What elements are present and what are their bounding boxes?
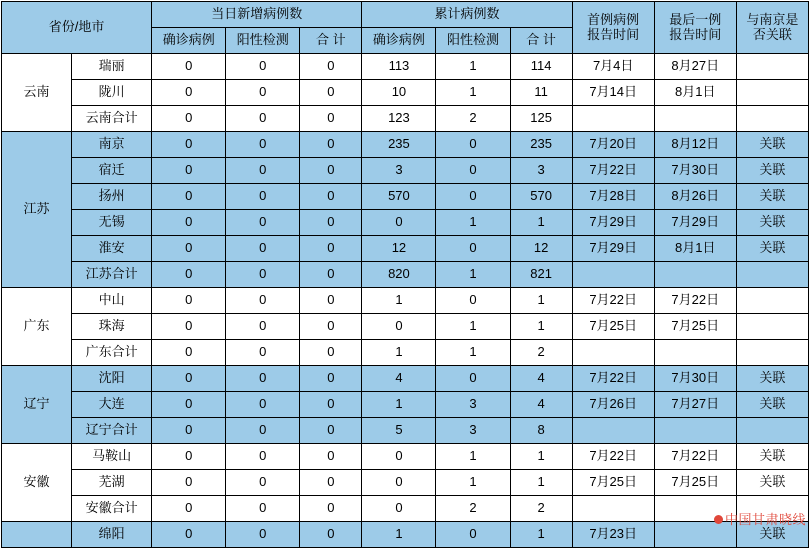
table-row [2, 496, 809, 522]
table-row [2, 392, 809, 418]
table-row [2, 262, 809, 288]
new-sum-cell: 0 [300, 418, 362, 444]
related-cell: 关联 [736, 444, 808, 470]
total-confirmed-cell: 1 [362, 288, 436, 314]
header-new-positive: 阳性检测 [226, 28, 300, 54]
first-case-time-cell: 7月22日 [572, 366, 654, 392]
total-sum-cell: 1 [510, 288, 572, 314]
subtotal-label-cell: 安徽合计 [72, 496, 152, 522]
total-positive-cell: 0 [436, 522, 510, 548]
new-sum-cell: 0 [300, 262, 362, 288]
header-first-case-time-line1: 首例病例 [587, 12, 640, 28]
header-group-new-cases: 当日新增病例数 [152, 2, 362, 28]
province-cell: 云南 [2, 54, 72, 132]
total-confirmed-cell: 123 [362, 106, 436, 132]
subtotal-label-cell: 云南合计 [72, 106, 152, 132]
header-row-top [2, 2, 809, 28]
new-sum-cell: 0 [300, 54, 362, 80]
last-case-time-cell: 8月27日 [654, 54, 736, 80]
new-positive-cell: 0 [226, 262, 300, 288]
related-cell: 关联 [736, 236, 808, 262]
last-case-time-cell [654, 496, 736, 522]
header-last-case-time-line1: 最后一例 [669, 12, 722, 28]
table-row [2, 54, 809, 80]
table-row [2, 340, 809, 366]
total-positive-cell: 0 [436, 288, 510, 314]
first-case-time-cell [572, 418, 654, 444]
first-case-time-cell: 7月22日 [572, 444, 654, 470]
total-sum-cell: 1 [510, 314, 572, 340]
table-header [2, 2, 809, 54]
table-row [2, 132, 809, 158]
total-confirmed-cell: 0 [362, 496, 436, 522]
city-cell: 沈阳 [72, 366, 152, 392]
new-positive-cell: 0 [226, 210, 300, 236]
last-case-time-cell: 7月29日 [654, 210, 736, 236]
new-positive-cell: 0 [226, 184, 300, 210]
table-row [2, 158, 809, 184]
total-confirmed-cell: 1 [362, 522, 436, 548]
related-cell [736, 418, 808, 444]
new-sum-cell: 0 [300, 132, 362, 158]
last-case-time-cell: 8月1日 [654, 80, 736, 106]
city-cell: 绵阳 [72, 522, 152, 548]
total-positive-cell: 1 [436, 210, 510, 236]
header-related-line2: 否关联 [752, 26, 792, 42]
related-cell [736, 106, 808, 132]
last-case-time-cell [654, 106, 736, 132]
header-new-sum: 合 计 [300, 28, 362, 54]
subtotal-label-cell: 江苏合计 [72, 262, 152, 288]
new-confirmed-cell: 0 [152, 392, 226, 418]
total-sum-cell: 1 [510, 470, 572, 496]
related-cell: 关联 [736, 392, 808, 418]
province-cell: 广东 [2, 288, 72, 366]
table-row [2, 210, 809, 236]
new-confirmed-cell: 0 [152, 444, 226, 470]
city-cell: 瑞丽 [72, 54, 152, 80]
total-sum-cell: 114 [510, 54, 572, 80]
city-cell: 宿迁 [72, 158, 152, 184]
last-case-time-cell [654, 522, 736, 548]
total-positive-cell: 2 [436, 106, 510, 132]
header-total-sum: 合 计 [510, 28, 572, 54]
first-case-time-cell: 7月25日 [572, 470, 654, 496]
city-cell: 淮安 [72, 236, 152, 262]
related-cell [736, 80, 808, 106]
province-cell: 江苏 [2, 132, 72, 288]
new-positive-cell: 0 [226, 80, 300, 106]
related-cell: 关联 [736, 470, 808, 496]
related-cell [736, 54, 808, 80]
total-sum-cell: 12 [510, 236, 572, 262]
table-row [2, 106, 809, 132]
total-confirmed-cell: 0 [362, 470, 436, 496]
table-row [2, 288, 809, 314]
total-confirmed-cell: 820 [362, 262, 436, 288]
related-cell [736, 314, 808, 340]
new-confirmed-cell: 0 [152, 366, 226, 392]
new-positive-cell: 0 [226, 418, 300, 444]
total-sum-cell: 125 [510, 106, 572, 132]
new-positive-cell: 0 [226, 496, 300, 522]
last-case-time-cell: 7月27日 [654, 392, 736, 418]
first-case-time-cell: 7月23日 [572, 522, 654, 548]
first-case-time-cell [572, 262, 654, 288]
header-total-positive: 阳性检测 [436, 28, 510, 54]
new-sum-cell: 0 [300, 470, 362, 496]
new-positive-cell: 0 [226, 444, 300, 470]
new-sum-cell: 0 [300, 80, 362, 106]
last-case-time-cell [654, 418, 736, 444]
related-cell: 关联 [736, 184, 808, 210]
related-cell [736, 262, 808, 288]
header-region: 省份/地市 [2, 2, 152, 54]
last-case-time-cell: 7月22日 [654, 444, 736, 470]
header-related-line1: 与南京是 [746, 12, 799, 28]
city-cell: 南京 [72, 132, 152, 158]
new-confirmed-cell: 0 [152, 80, 226, 106]
total-positive-cell: 1 [436, 444, 510, 470]
last-case-time-cell: 7月22日 [654, 288, 736, 314]
new-confirmed-cell: 0 [152, 496, 226, 522]
header-first-case-time-line2: 报告时间 [587, 26, 640, 42]
subtotal-label-cell: 辽宁合计 [72, 418, 152, 444]
new-sum-cell: 0 [300, 158, 362, 184]
new-positive-cell: 0 [226, 236, 300, 262]
table-row [2, 184, 809, 210]
last-case-time-cell: 8月26日 [654, 184, 736, 210]
header-last-case-time [654, 2, 736, 54]
first-case-time-cell: 7月29日 [572, 236, 654, 262]
related-cell: 关联 [736, 132, 808, 158]
table-row [2, 80, 809, 106]
new-positive-cell: 0 [226, 366, 300, 392]
city-cell: 陇川 [72, 80, 152, 106]
first-case-time-cell: 7月26日 [572, 392, 654, 418]
new-sum-cell: 0 [300, 366, 362, 392]
header-total-confirmed: 确诊病例 [362, 28, 436, 54]
total-sum-cell: 821 [510, 262, 572, 288]
table-row [2, 470, 809, 496]
city-cell: 珠海 [72, 314, 152, 340]
total-confirmed-cell: 3 [362, 158, 436, 184]
new-confirmed-cell: 0 [152, 132, 226, 158]
total-sum-cell: 570 [510, 184, 572, 210]
new-sum-cell: 0 [300, 522, 362, 548]
new-confirmed-cell: 0 [152, 340, 226, 366]
last-case-time-cell [654, 340, 736, 366]
first-case-time-cell: 7月20日 [572, 132, 654, 158]
province-cell: 辽宁 [2, 366, 72, 444]
city-cell: 扬州 [72, 184, 152, 210]
last-case-time-cell: 7月25日 [654, 314, 736, 340]
city-cell: 大连 [72, 392, 152, 418]
table-row [2, 314, 809, 340]
new-sum-cell: 0 [300, 288, 362, 314]
total-confirmed-cell: 5 [362, 418, 436, 444]
related-cell [736, 340, 808, 366]
last-case-time-cell: 7月30日 [654, 366, 736, 392]
watermark-text: 中国甘肃晓线 [724, 512, 806, 527]
city-cell: 芜湖 [72, 470, 152, 496]
new-positive-cell: 0 [226, 314, 300, 340]
header-last-case-time-line2: 报告时间 [669, 26, 722, 42]
table-container [0, 1, 810, 542]
total-positive-cell: 3 [436, 418, 510, 444]
related-cell [736, 496, 808, 522]
header-first-case-time [572, 2, 654, 54]
new-confirmed-cell: 0 [152, 470, 226, 496]
total-sum-cell: 8 [510, 418, 572, 444]
total-sum-cell: 1 [510, 444, 572, 470]
last-case-time-cell: 8月1日 [654, 236, 736, 262]
total-positive-cell: 0 [436, 184, 510, 210]
new-confirmed-cell: 0 [152, 184, 226, 210]
header-new-confirmed: 确诊病例 [152, 28, 226, 54]
new-confirmed-cell: 0 [152, 522, 226, 548]
related-cell: 关联 [736, 210, 808, 236]
total-sum-cell: 1 [510, 522, 572, 548]
total-positive-cell: 2 [436, 496, 510, 522]
new-sum-cell: 0 [300, 236, 362, 262]
last-case-time-cell: 7月30日 [654, 158, 736, 184]
header-related-to-nanjing [736, 2, 808, 54]
city-cell: 无锡 [72, 210, 152, 236]
province-cell: 安徽 [2, 444, 72, 522]
new-positive-cell: 0 [226, 392, 300, 418]
table-row [2, 418, 809, 444]
new-sum-cell: 0 [300, 340, 362, 366]
new-sum-cell: 0 [300, 210, 362, 236]
city-cell: 中山 [72, 288, 152, 314]
first-case-time-cell [572, 496, 654, 522]
last-case-time-cell [654, 262, 736, 288]
total-sum-cell: 3 [510, 158, 572, 184]
new-sum-cell: 0 [300, 496, 362, 522]
first-case-time-cell: 7月25日 [572, 314, 654, 340]
total-positive-cell: 1 [436, 470, 510, 496]
total-positive-cell: 0 [436, 236, 510, 262]
new-confirmed-cell: 0 [152, 288, 226, 314]
total-positive-cell: 1 [436, 80, 510, 106]
new-confirmed-cell: 0 [152, 106, 226, 132]
new-sum-cell: 0 [300, 106, 362, 132]
total-confirmed-cell: 4 [362, 366, 436, 392]
total-sum-cell: 4 [510, 366, 572, 392]
province-cell [2, 522, 72, 548]
table-row [2, 444, 809, 470]
new-confirmed-cell: 0 [152, 54, 226, 80]
city-cell: 马鞍山 [72, 444, 152, 470]
new-positive-cell: 0 [226, 132, 300, 158]
total-positive-cell: 1 [436, 340, 510, 366]
new-positive-cell: 0 [226, 522, 300, 548]
first-case-time-cell: 7月22日 [572, 288, 654, 314]
total-confirmed-cell: 113 [362, 54, 436, 80]
total-confirmed-cell: 10 [362, 80, 436, 106]
total-sum-cell: 4 [510, 392, 572, 418]
total-positive-cell: 0 [436, 158, 510, 184]
total-positive-cell: 3 [436, 392, 510, 418]
table-row [2, 522, 809, 548]
new-positive-cell: 0 [226, 470, 300, 496]
new-confirmed-cell: 0 [152, 418, 226, 444]
total-confirmed-cell: 12 [362, 236, 436, 262]
total-confirmed-cell: 1 [362, 340, 436, 366]
new-sum-cell: 0 [300, 392, 362, 418]
related-cell [736, 288, 808, 314]
total-positive-cell: 0 [436, 132, 510, 158]
first-case-time-cell [572, 340, 654, 366]
epidemic-table [1, 1, 809, 548]
table-body [2, 54, 809, 548]
total-confirmed-cell: 0 [362, 210, 436, 236]
new-sum-cell: 0 [300, 314, 362, 340]
related-cell: 关联 [736, 366, 808, 392]
new-confirmed-cell: 0 [152, 210, 226, 236]
new-positive-cell: 0 [226, 54, 300, 80]
table-row [2, 236, 809, 262]
total-positive-cell: 0 [436, 366, 510, 392]
new-confirmed-cell: 0 [152, 158, 226, 184]
total-sum-cell: 11 [510, 80, 572, 106]
total-positive-cell: 1 [436, 314, 510, 340]
first-case-time-cell: 7月4日 [572, 54, 654, 80]
total-confirmed-cell: 1 [362, 392, 436, 418]
first-case-time-cell: 7月14日 [572, 80, 654, 106]
new-positive-cell: 0 [226, 288, 300, 314]
new-positive-cell: 0 [226, 340, 300, 366]
total-sum-cell: 2 [510, 340, 572, 366]
new-confirmed-cell: 0 [152, 262, 226, 288]
new-positive-cell: 0 [226, 106, 300, 132]
new-positive-cell: 0 [226, 158, 300, 184]
first-case-time-cell: 7月28日 [572, 184, 654, 210]
total-confirmed-cell: 570 [362, 184, 436, 210]
subtotal-label-cell: 广东合计 [72, 340, 152, 366]
total-sum-cell: 1 [510, 210, 572, 236]
new-confirmed-cell: 0 [152, 236, 226, 262]
total-confirmed-cell: 0 [362, 444, 436, 470]
total-confirmed-cell: 0 [362, 314, 436, 340]
total-sum-cell: 2 [510, 496, 572, 522]
total-positive-cell: 1 [436, 54, 510, 80]
new-sum-cell: 0 [300, 184, 362, 210]
last-case-time-cell: 7月25日 [654, 470, 736, 496]
total-positive-cell: 1 [436, 262, 510, 288]
new-sum-cell: 0 [300, 444, 362, 470]
related-cell: 关联 [736, 522, 808, 548]
related-cell: 关联 [736, 158, 808, 184]
total-confirmed-cell: 235 [362, 132, 436, 158]
first-case-time-cell: 7月22日 [572, 158, 654, 184]
first-case-time-cell [572, 106, 654, 132]
header-group-total-cases: 累计病例数 [362, 2, 572, 28]
first-case-time-cell: 7月29日 [572, 210, 654, 236]
table-row [2, 366, 809, 392]
last-case-time-cell: 8月12日 [654, 132, 736, 158]
total-sum-cell: 235 [510, 132, 572, 158]
new-confirmed-cell: 0 [152, 314, 226, 340]
